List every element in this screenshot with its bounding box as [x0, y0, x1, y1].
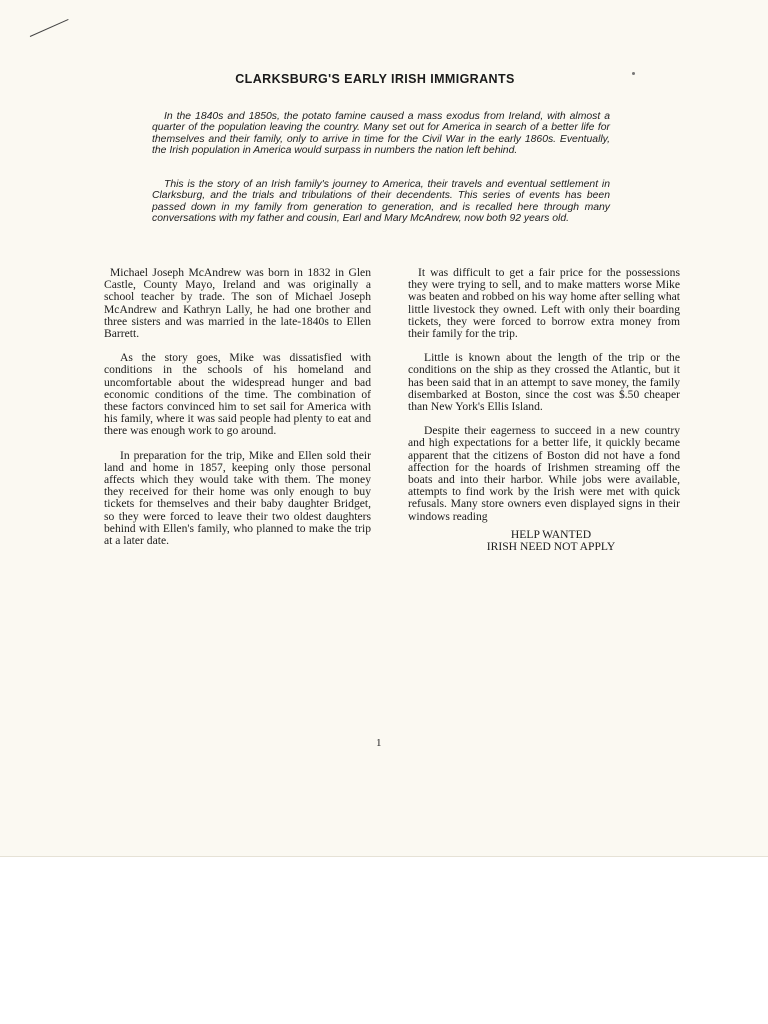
- sign-line: IRISH NEED NOT APPLY: [486, 540, 616, 554]
- intro-paragraph-2: This is the story of an Irish family's journey to America, their travels and eventual settlement in Clarksburg, and the trials and tribulations of their decendents. This series of events has been passed down in my family from generation to generation, and is recalled here through many conversations with my father and cousin, Earl and Mary McAndrew, now both 92 years old.: [152, 179, 610, 225]
- body-paragraph: Little is known about the length of the trip or the conditions on the ship as they crossed the Atlantic, but it has been said that in an attempt to save money, the family disembarked at Boston, since the cost was $.50 cheaper than New York's Ellis Island.: [408, 351, 680, 414]
- intro-paragraph-1: In the 1840s and 1850s, the potato famine caused a mass exodus from Ireland, with almost a quarter of the population leaving the country. Many set out for America in search of a better life for themselves and their family, only to arrive in time for the Civil War in the early 1860s. Eventually, the Irish population in America would surpass in numbers the nation left behind.: [152, 111, 610, 157]
- paper-speck: [632, 72, 635, 75]
- body-paragraph: It was difficult to get a fair price for the possessions they were trying to sell, and to make matters worse Mike was beaten and robbed on his way home after selling what little livestock they owned. Left with only their boarding tickets, they were forced to borrow extra money from their family for the trip.: [408, 266, 680, 341]
- document-title: CLARKSBURG'S EARLY IRISH IMMIGRANTS: [235, 72, 515, 86]
- body-paragraph: In preparation for the trip, Mike and Ellen sold their land and home in 1857, keeping only those personal affects which they would take with them. The money they received for their home was only enough to buy tickets for themselves and their baby daughter Bridget, so they were forced to leave their two oldest daughters behind with Ellen's family, who planned to make the trip at a later date.: [104, 448, 371, 548]
- body-paragraph: Michael Joseph McAndrew was born in 1832 in Glen Castle, County Mayo, Ireland and was originally a school teacher by trade. The son of Michael Joseph McAndrew and Kathryn Lally, he had one brother and three sisters and was married in the late-1840s to Ellen Barrett.: [104, 266, 371, 341]
- left-column: [104, 267, 371, 559]
- sign-text: [422, 529, 680, 553]
- sign-line: HELP WANTED: [510, 527, 592, 541]
- body-paragraph: As the story goes, Mike was dissatisfied with conditions in the schools of his homeland and uncomfortable about the widespread hunger and bad economic conditions of the time. The combination of these factors convinced him to set sail for America with his family, where it was said people had plenty to eat and there was enough work to go around.: [104, 351, 371, 438]
- body-paragraph: Despite their eagerness to succeed in a new country and high expectations for a better life, it quickly became apparent that the citizens of Boston did not have a fond affection for the hoards of Irishmen streaming off the boats and into their harbor. While jobs were available, attempts to find work by the Irish were met with quick refusals. Many store owners even displayed signs in their windows reading: [408, 424, 680, 523]
- right-column: [408, 267, 680, 553]
- pen-mark: [30, 19, 69, 37]
- page-number: 1: [376, 737, 382, 749]
